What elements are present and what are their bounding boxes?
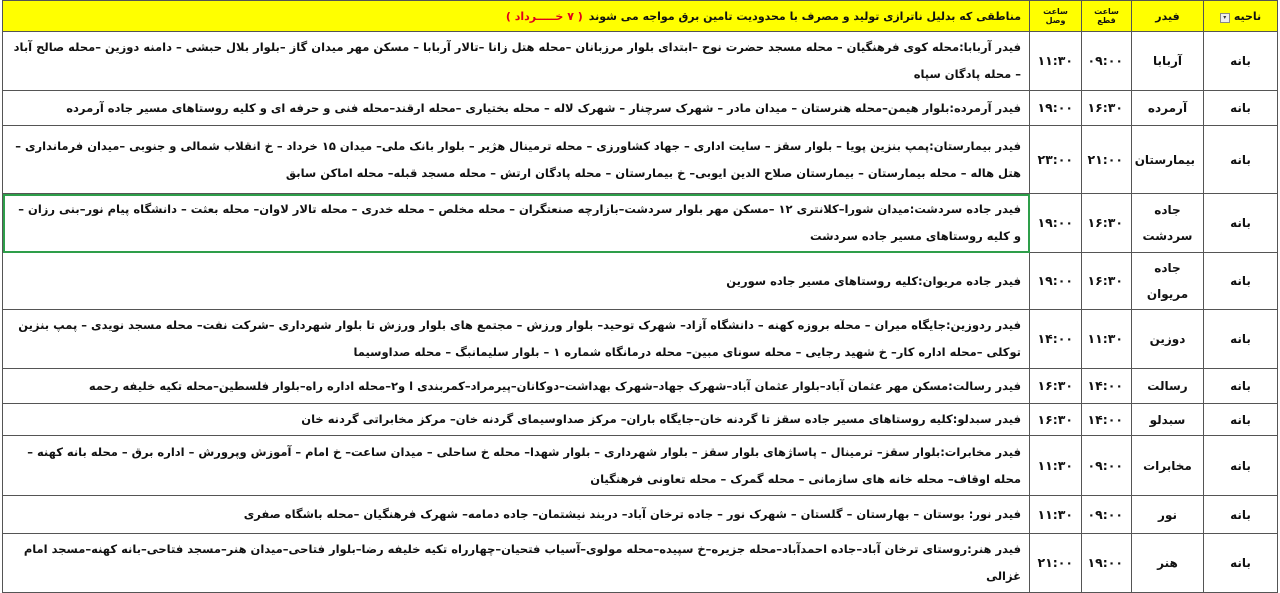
table-row bbox=[3, 194, 1278, 253]
table-row bbox=[3, 534, 1278, 593]
feeder-cell[interactable]: جاده مریوان bbox=[1132, 253, 1204, 310]
connect-time-cell[interactable]: ۱۹:۰۰ bbox=[1030, 91, 1082, 126]
table-row bbox=[3, 496, 1278, 534]
header-connect-time: ساعت وصل bbox=[1030, 1, 1082, 32]
table-row bbox=[3, 369, 1278, 404]
region-cell[interactable]: بانه bbox=[1204, 253, 1278, 310]
connect-time-cell[interactable]: ۱۱:۳۰ bbox=[1030, 496, 1082, 534]
table-row bbox=[3, 32, 1278, 91]
areas-cell[interactable]: فیدر هنر:روستای ترخان آباد–جاده احمدآباد–محله جزیره–خ سپیده–محله مولوی–آسیاب فتحیان–چهارراه تکیه خلیفه رضا–بلوار فتاحی–میدان هنر–مسجد فتاحی–بانه کهنه–مسجد امام غزالی bbox=[3, 534, 1030, 593]
feeder-cell[interactable]: دوزین bbox=[1132, 310, 1204, 369]
region-cell[interactable]: بانه bbox=[1204, 369, 1278, 404]
header-feeder: فیدر bbox=[1132, 1, 1204, 32]
areas-cell[interactable]: فیدر مخابرات:بلوار سقز– ترمینال – پاساژهای بلوار سقز – بلوار شهرداری – بلوار شهدا– محله خ ساحلی – میدان ساعت– خ امام – آموزش وپرورش – اداره برق – محله بانه کهنه – محله اوقاف– محله خانه های سازمانی – محله گمرک – محله تعاونی فرهنگیان bbox=[3, 436, 1030, 496]
connect-time-cell[interactable]: ۱۴:۰۰ bbox=[1030, 310, 1082, 369]
region-cell[interactable]: بانه bbox=[1204, 534, 1278, 593]
connect-time-cell[interactable]: ۱۱:۳۰ bbox=[1030, 32, 1082, 91]
region-cell[interactable]: بانه bbox=[1204, 91, 1278, 126]
cut-time-cell[interactable]: ۱۴:۰۰ bbox=[1082, 369, 1132, 404]
areas-cell[interactable]: فیدر آربابا:محله کوی فرهنگیان – محله مسجد حضرت نوح –ابتدای بلوار مرزبانان –محله هتل زانا –تالار آربابا – مسکن مهر میدان گاز –بلوار بلال حبشی – دامنه دوزین –محله صالح آباد – محله پادگان سپاه bbox=[3, 32, 1030, 91]
filter-dropdown-icon[interactable]: ▾ bbox=[1220, 13, 1230, 23]
outage-schedule-table bbox=[2, 0, 1278, 593]
feeder-cell[interactable]: آربابا bbox=[1132, 32, 1204, 91]
region-cell[interactable]: بانه bbox=[1204, 126, 1278, 194]
connect-time-cell[interactable]: ۲۱:۰۰ bbox=[1030, 534, 1082, 593]
cut-time-cell[interactable]: ۱۹:۰۰ bbox=[1082, 534, 1132, 593]
header-title bbox=[3, 1, 1030, 32]
cut-time-cell[interactable]: ۰۹:۰۰ bbox=[1082, 496, 1132, 534]
feeder-cell[interactable]: مخابرات bbox=[1132, 436, 1204, 496]
region-cell[interactable]: بانه bbox=[1204, 194, 1278, 253]
areas-cell[interactable]: فیدر جاده سردشت:میدان شورا–کلانتری ۱۲ –مسکن مهر بلوار سردشت–بازارچه صنعتگران – محله مخلص – محله خدری – محله تالار لاوان– محله بعثت – دانشگاه پیام نور–بنی رزان – و کلیه روستاهای مسیر جاده سردشت bbox=[3, 194, 1030, 253]
feeder-cell[interactable]: هنر bbox=[1132, 534, 1204, 593]
feeder-cell[interactable]: آرمرده bbox=[1132, 91, 1204, 126]
cut-time-cell[interactable]: ۰۹:۰۰ bbox=[1082, 32, 1132, 91]
cut-time-cell[interactable]: ۰۹:۰۰ bbox=[1082, 436, 1132, 496]
title-text: مناطقی که بدلیل ناترازی تولید و مصرف با محدودیت تامین برق مواجه می شوند bbox=[588, 9, 1021, 23]
header-region[interactable] bbox=[1204, 1, 1278, 32]
feeder-cell[interactable]: رسالت bbox=[1132, 369, 1204, 404]
feeder-cell[interactable]: سبدلو bbox=[1132, 404, 1204, 436]
connect-time-cell[interactable]: ۱۹:۰۰ bbox=[1030, 253, 1082, 310]
table-row bbox=[3, 310, 1278, 369]
areas-cell[interactable]: فیدر رسالت:مسکن مهر عثمان آباد–بلوار عثمان آباد–شهرک جهاد–شهرک بهداشت–دوکانان–پیرمراد–کمربندی ا و۲–محله اداره راه–بلوار فلسطین–محله تکیه خلیفه رحمه bbox=[3, 369, 1030, 404]
areas-cell[interactable]: فیدر بیمارستان:پمپ بنزین پویا – بلوار سقز – سایت اداری – جهاد کشاورزی – محله ترمینال هژیر – بلوار بانک ملی– میدان ۱۵ خرداد – خ انقلاب شمالی و جنوبی –میدان فرمانداری – هتل هاله – محله بیمارستان – بیمارستان صلاح الدین ایوبی– خ بیمارستان – محله پادگان ارتش – محله مسجد قبله– محله اماکن سابق bbox=[3, 126, 1030, 194]
cut-time-cell[interactable]: ۱۶:۳۰ bbox=[1082, 194, 1132, 253]
areas-cell[interactable]: فیدر ردوزین:جایگاه میران – محله بروزه کهنه – دانشگاه آزاد– شهرک توحید– بلوار ورزش – مجتمع های بلوار ورزش تا بلوار شهرداری –شرکت نفت– محله مسجد نویدی – پمپ بنزین توکلی –محله اداره کار– خ شهید رجایی – محله سونای مبین– محله درمانگاه شماره ۱ – بلوار سلیمانبگ – محله صداوسیما bbox=[3, 310, 1030, 369]
cut-time-cell[interactable]: ۲۱:۰۰ bbox=[1082, 126, 1132, 194]
feeder-cell[interactable]: جاده سردشت bbox=[1132, 194, 1204, 253]
header-region-label: ناحیه bbox=[1233, 9, 1262, 23]
connect-time-cell[interactable]: ۲۳:۰۰ bbox=[1030, 126, 1082, 194]
region-cell[interactable]: بانه bbox=[1204, 404, 1278, 436]
cut-time-cell[interactable]: ۱۴:۰۰ bbox=[1082, 404, 1132, 436]
header-row bbox=[3, 1, 1278, 32]
region-cell[interactable]: بانه bbox=[1204, 496, 1278, 534]
areas-cell[interactable]: فیدر سبدلو:کلیه روستاهای مسیر جاده سقز تا گردنه خان–جایگاه باران– مرکز صداوسیمای گردنه خان– مرکز مخابراتی گردنه خان bbox=[3, 404, 1030, 436]
cut-time-cell[interactable]: ۱۱:۳۰ bbox=[1082, 310, 1132, 369]
feeder-cell[interactable]: نور bbox=[1132, 496, 1204, 534]
areas-cell[interactable]: فیدر آرمرده:بلوار هیمن–محله هنرستان – میدان مادر – شهرک سرچنار – شهرک لاله – محله بختیاری –محله ارقند–محله فنی و حرفه ای و کلیه روستاهای مسیر جاده آرمرده bbox=[3, 91, 1030, 126]
region-cell[interactable]: بانه bbox=[1204, 32, 1278, 91]
table-row bbox=[3, 404, 1278, 436]
table-row bbox=[3, 253, 1278, 310]
cut-time-cell[interactable]: ۱۶:۳۰ bbox=[1082, 253, 1132, 310]
table-row bbox=[3, 126, 1278, 194]
connect-time-cell[interactable]: ۱۶:۳۰ bbox=[1030, 369, 1082, 404]
areas-cell[interactable]: فیدر جاده مریوان:کلیه روستاهای مسیر جاده سورین bbox=[3, 253, 1030, 310]
connect-time-cell[interactable]: ۱۶:۳۰ bbox=[1030, 404, 1082, 436]
title-date: ( ۷ خـــــرداد ) bbox=[505, 9, 583, 23]
feeder-cell[interactable]: بیمارستان bbox=[1132, 126, 1204, 194]
cut-time-cell[interactable]: ۱۶:۳۰ bbox=[1082, 91, 1132, 126]
connect-time-cell[interactable]: ۱۱:۳۰ bbox=[1030, 436, 1082, 496]
areas-cell[interactable]: فیدر نور: بوستان – بهارستان – گلستان – شهرک نور – جاده ترخان آباد– دربند نیشتمان– جاده دمامه– شهرک فرهنگیان –محله باشگاه صفری bbox=[3, 496, 1030, 534]
table-row bbox=[3, 436, 1278, 496]
header-cut-time: ساعت قطع bbox=[1082, 1, 1132, 32]
region-cell[interactable]: بانه bbox=[1204, 436, 1278, 496]
connect-time-cell[interactable]: ۱۹:۰۰ bbox=[1030, 194, 1082, 253]
table-row bbox=[3, 91, 1278, 126]
region-cell[interactable]: بانه bbox=[1204, 310, 1278, 369]
